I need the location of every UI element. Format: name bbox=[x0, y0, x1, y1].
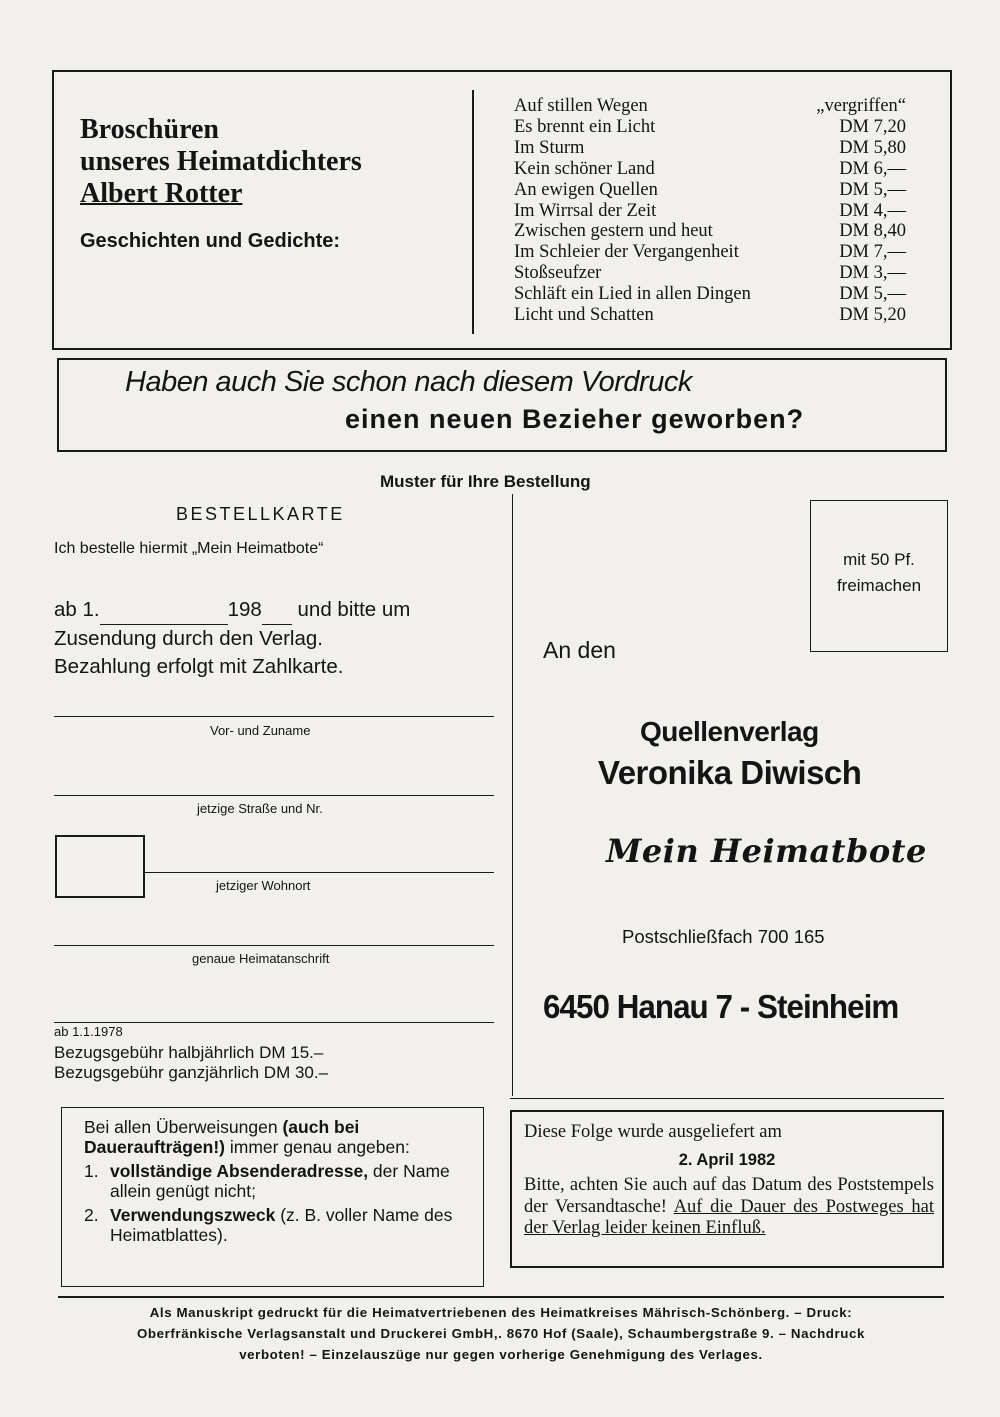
home-address-field-line[interactable] bbox=[54, 945, 494, 946]
book-title: An ewigen Quellen bbox=[514, 179, 658, 200]
transfer-item-text bbox=[110, 1162, 474, 1201]
card-date-prefix: ab 1. bbox=[54, 598, 100, 621]
transfer-item-text bbox=[110, 1206, 474, 1245]
book-title: Im Sturm bbox=[514, 137, 585, 158]
city-address: 6450 Hanau 7 - Steinheim bbox=[543, 988, 899, 1025]
town-field-line[interactable] bbox=[145, 872, 494, 873]
book-row bbox=[514, 96, 906, 117]
street-field-line[interactable] bbox=[54, 795, 494, 796]
card-body-rest: und bitte um bbox=[297, 598, 411, 621]
card-order-line: Ich bestelle hiermit „Mein Heimatbote“ bbox=[54, 540, 324, 557]
transfer-intro-plain: Bei allen Überweisungen bbox=[84, 1117, 283, 1137]
book-row bbox=[514, 221, 906, 242]
book-row bbox=[514, 138, 906, 159]
book-row bbox=[514, 117, 906, 138]
book-title: Auf stillen Wegen bbox=[514, 96, 648, 116]
book-price: DM 7,20 bbox=[839, 116, 906, 137]
book-price: DM 5,20 bbox=[839, 305, 906, 326]
imprint-line: Als Manuskript gedruckt für die Heimatvertriebenen des Heimatkreises Mährisch-Schönberg. – Druck: bbox=[149, 1305, 853, 1320]
town-field-label: jetziger Wohnort bbox=[216, 878, 311, 893]
book-title: Schläft ein Lied in allen Dingen bbox=[514, 284, 751, 305]
transfer-item bbox=[84, 1206, 474, 1245]
book-row bbox=[514, 263, 906, 284]
fee-half-year: Bezugsgebühr halbjährlich DM 15.– bbox=[54, 1043, 324, 1062]
brochure-heading bbox=[80, 114, 460, 210]
transfer-note-box bbox=[61, 1107, 484, 1287]
name-field-label: Vor- und Zuname bbox=[210, 723, 311, 738]
delivery-date: 2. April 1982 bbox=[678, 1151, 776, 1169]
book-price: DM 3,— bbox=[839, 263, 906, 284]
imprint-line: verboten! – Einzelauszüge nur gegen vorherige Genehmigung des Verlages. bbox=[239, 1347, 763, 1362]
book-price: DM 5,80 bbox=[839, 137, 906, 158]
book-row bbox=[514, 284, 906, 305]
book-list bbox=[514, 96, 906, 326]
publisher-owner: Veronika Diwisch bbox=[598, 754, 862, 791]
book-price: DM 6,— bbox=[839, 158, 906, 179]
transfer-intro-rest: immer genau angeben: bbox=[225, 1136, 410, 1157]
book-price: „vergriffen“ bbox=[816, 96, 906, 116]
imprint bbox=[58, 1302, 944, 1365]
book-row bbox=[514, 159, 906, 180]
fee-full-year: Bezugsgebühr ganzjährlich DM 30.– bbox=[54, 1063, 329, 1082]
postage-stamp-box bbox=[810, 500, 948, 652]
delivery-note-text bbox=[524, 1175, 934, 1240]
book-price: DM 5,— bbox=[839, 284, 906, 305]
home-address-field-label: genaue Heimatanschrift bbox=[192, 951, 330, 966]
book-price: DM 8,40 bbox=[839, 221, 906, 242]
recruit-question-emphasis: einen neuen Bezieher geworben? bbox=[345, 404, 805, 434]
book-row bbox=[514, 242, 906, 263]
book-row bbox=[514, 305, 906, 326]
book-title: Es brennt ein Licht bbox=[514, 116, 656, 137]
year-blank[interactable] bbox=[262, 596, 292, 625]
brochure-subheading: Geschichten und Gedichte: bbox=[80, 230, 341, 252]
footer-rule bbox=[58, 1296, 944, 1298]
addressee-to: An den bbox=[543, 637, 616, 663]
postage-text bbox=[811, 547, 947, 599]
book-price: DM 4,— bbox=[839, 200, 906, 221]
transfer-item-number: 1. bbox=[84, 1161, 99, 1182]
book-price: DM 7,— bbox=[839, 242, 906, 263]
po-box: Postschließfach 700 165 bbox=[622, 926, 825, 947]
brochure-box bbox=[52, 70, 952, 350]
postage-amount: mit 50 Pf. bbox=[843, 550, 915, 569]
imprint-line: Oberfränkische Verlagsanstalt und Druckerei GmbH,. 8670 Hof (Saale), Schaumbergstraße 9. – Nachdruck bbox=[136, 1326, 866, 1341]
delivery-note-plain: Bitte, achten Sie auch auf das Datum des Poststempels der Versandtasche! bbox=[524, 1175, 934, 1217]
book-title: Im Schleier der Vergangenheit bbox=[514, 242, 739, 263]
card-body-line bbox=[54, 596, 504, 625]
date-blank[interactable] bbox=[100, 596, 228, 625]
card-year-prefix: 198 bbox=[227, 598, 262, 621]
recruit-banner bbox=[57, 358, 947, 452]
card-body-line: Bezahlung erfolgt mit Zahlkarte. bbox=[54, 655, 344, 678]
book-title: Licht und Schatten bbox=[514, 305, 654, 326]
delivery-note-underlined: Auf die Dauer des Postweges hat der Verlag leider keinen Einfluß. bbox=[524, 1196, 934, 1238]
transfer-note-text bbox=[84, 1118, 474, 1246]
recruit-question: Haben auch Sie schon nach diesem Vordruck bbox=[125, 366, 692, 398]
fee-valid-date: ab 1.1.1978 bbox=[54, 1024, 123, 1039]
name-field-line[interactable] bbox=[54, 716, 494, 717]
transfer-item-rest: (z. B. voller Name des Heimatblattes). bbox=[110, 1205, 453, 1245]
book-title: Im Wirrsal der Zeit bbox=[514, 200, 657, 221]
book-title: Zwischen gestern und heut bbox=[514, 221, 713, 242]
street-field-label: jetzige Straße und Nr. bbox=[197, 801, 323, 816]
transfer-item-bold: vollständige Absenderadresse, bbox=[110, 1161, 369, 1182]
publisher-name: Quellenverlag bbox=[640, 716, 819, 747]
transfer-item-bold: Verwendungszweck bbox=[110, 1205, 276, 1226]
brochure-heading-line: Albert Rotter bbox=[80, 178, 243, 209]
transfer-item-number: 2. bbox=[84, 1205, 99, 1226]
postage-instruction: freimachen bbox=[836, 576, 922, 595]
card-title: BESTELLKARTE bbox=[176, 504, 345, 524]
delivery-note-box bbox=[510, 1110, 944, 1268]
transfer-item-rest: der Name allein genügt nicht; bbox=[110, 1161, 450, 1201]
brochure-heading-line: Broschüren bbox=[80, 114, 219, 145]
order-card-divider bbox=[512, 494, 513, 1096]
transfer-item bbox=[84, 1162, 474, 1201]
order-sample-title: Muster für Ihre Bestellung bbox=[380, 472, 591, 491]
transfer-intro-bold: (auch bei Daueraufträgen!) bbox=[84, 1117, 360, 1157]
book-row bbox=[514, 201, 906, 222]
book-title: Kein schöner Land bbox=[514, 158, 655, 179]
card-body-line: Zusendung durch den Verlag. bbox=[54, 627, 323, 650]
delivery-intro: Diese Folge wurde ausgeliefert am bbox=[524, 1122, 782, 1142]
transfer-intro bbox=[84, 1118, 474, 1157]
book-row bbox=[514, 180, 906, 201]
brochure-divider bbox=[472, 90, 474, 334]
fee-rule bbox=[54, 1022, 494, 1023]
address-stamp-box bbox=[55, 835, 145, 898]
book-price: DM 5,— bbox=[839, 179, 906, 200]
brochure-heading-line: unseres Heimatdichters bbox=[80, 146, 362, 177]
book-title: Stoßseufzer bbox=[514, 263, 602, 284]
separator-rule bbox=[510, 1098, 944, 1099]
card-body bbox=[54, 596, 504, 681]
publication-name: Mein Heimatbote bbox=[606, 832, 927, 870]
